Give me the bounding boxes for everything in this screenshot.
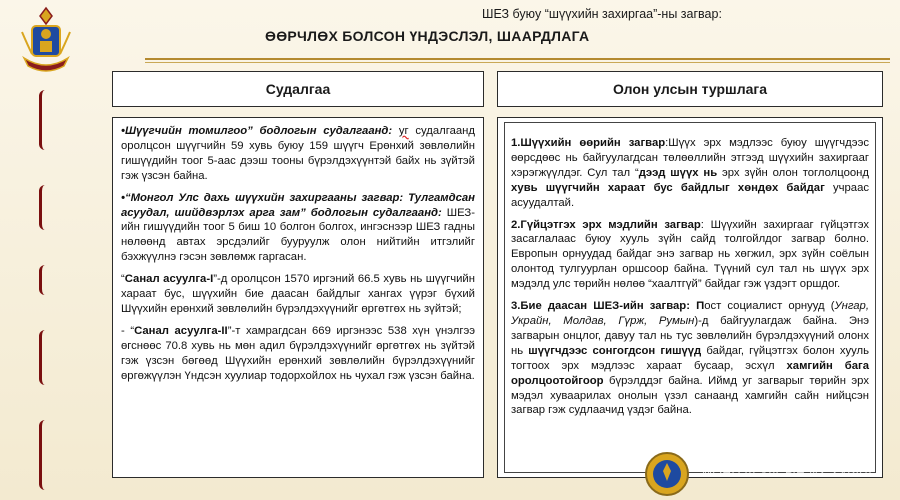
international-experience-heading: Олон улсын туршлага [497, 71, 883, 107]
international-panel [497, 117, 883, 478]
model-item-1: 1.Шүүхийн өөрийн загвар:Шүүх эрх мэдлээс буюу шүүгчдээс өөрсдөөс нь байгуулагдсан төлөөллийн этгээд шүүхийн захиргааг хэрэгжүүлдэг. Сул тал “дээд шүүх нь эрх зүйн олон тоглолцоонд хувь шүүгчийн хараат бус байдлыг хөндөх байдаг учраас асуудалтай. [511, 137, 870, 209]
state-emblem-icon [18, 6, 74, 72]
model-item-3: 3.Бие даасан ШЕЗ-ийн загвар: Пост социалист орнууд (Унгар, Украйн, Молдав, Гүрж, Румын)-д байгуулагдаж байна. Энэ загварын онцлог, давуу тал нь тус зөвлөлийн бүрэлдэхүүний олонх нь шүүгчдээс сонгогдсон гишүүд байдаг, гүйцэтгэх болон хууль тогтоох эрх мэдлээс хараат бусаар, эсхүл хамгийн бага оролцоотойгоор бүрэлддэг байна. Иймд уг загварыг төрийн эрх мэдэл хуваарилах онолын үзэл санаанд хамгийн сайн нийцсэн загвар гэж судлаачид үздэг байна. [511, 300, 870, 417]
title-divider [145, 58, 890, 66]
footer-watermark: МОНГОЛ УЛСЫН ИХ ХУРАЛ [702, 466, 873, 480]
research-item-4: - “Санал асуулга-II”-т хамрагдсан 669 иргэнээс 538 хүн үнэлгээ өгснөөс 70.8 хувь нь мөн адил бүрэлдэхүүнийг өргөтгөх нь зүйтэй гэж үзсэн бөгөөд Шүүхийн ерөнхий зөвлөлийн бүрэлдэхүүнийг өргөжүүлэн Үндсэн хуулиар тодорхойлох нь чухал гэж үзсэн байна. [121, 324, 476, 382]
slide-title: ӨӨРЧЛӨХ БОЛСОН ҮНДЭСЛЭЛ, ШААРДЛАГА [265, 28, 590, 44]
parliament-seal-icon [644, 451, 690, 497]
research-item-1: •Шүүгчийн томилгоо” бодлогын судалгаанд: уг судалгаанд оролцсон шүүгчийн 59 хувь буюу 159 шүүгч Ерөнхий зөвлөлийн гишүүдийн тоог 5-аас дээш тооны бүрэлдэхүүнтэй байх нь зүйтэй гэж үзсэн байна. [121, 125, 475, 182]
slide-subtitle: ШЕЗ буюу “шүүхийн захиргаа”-ны загвар: [482, 7, 722, 21]
mongolian-script-decoration [24, 90, 68, 490]
sidebar [0, 0, 90, 500]
research-heading: Судалгаа [112, 71, 484, 107]
research-item-2: •“Монгол Улс дахь шүүхийн захиргааны загвар: Тулгамдсан асуудал, шийдвэрлэх арга зам” бодлогын судалгаанд: ШЕЗ-ийн гишүүдийн тоог 5 биш 10 болгон болгох, ингэснээр ШЕЗ гадны нөлөөнд автах эрсдэлийг бууруулж олон нийтийн итгэлийг бэхжүүлнэ гэсэн зөвлөмж гаргасан. [121, 191, 475, 264]
research-item-3: “Санал асуулга-I”-д оролцсон 1570 иргэний 66.5 хувь нь шүүгчийн хараат бус, шүүхийн бие даасан байдлыг хангах үүрэг бүхий Шүүхийн ерөнхий зөвлөлийн бүрэлдэхүүнийг өргөтгөх нь зүйтэй; [121, 273, 475, 315]
model-item-2: 2.Гүйцэтгэх эрх мэдлийн загвар: Шүүхийн захиргааг гүйцэтгэх засаглалаас буюу хууль зүйн сайд толгойлдог загвар болно. Европын орнуудад байдаг энэ загвар нь хөгжил, эрх зүйн соёлын олонтод тулгуурлан оршсоор байна. Түүний сул тал нь шүүх эрх мэдэлд улс төрийн нөлөө “хаалтгүй” байдаг гэж үздэгт оршдог. [511, 218, 869, 291]
research-panel [112, 117, 484, 478]
